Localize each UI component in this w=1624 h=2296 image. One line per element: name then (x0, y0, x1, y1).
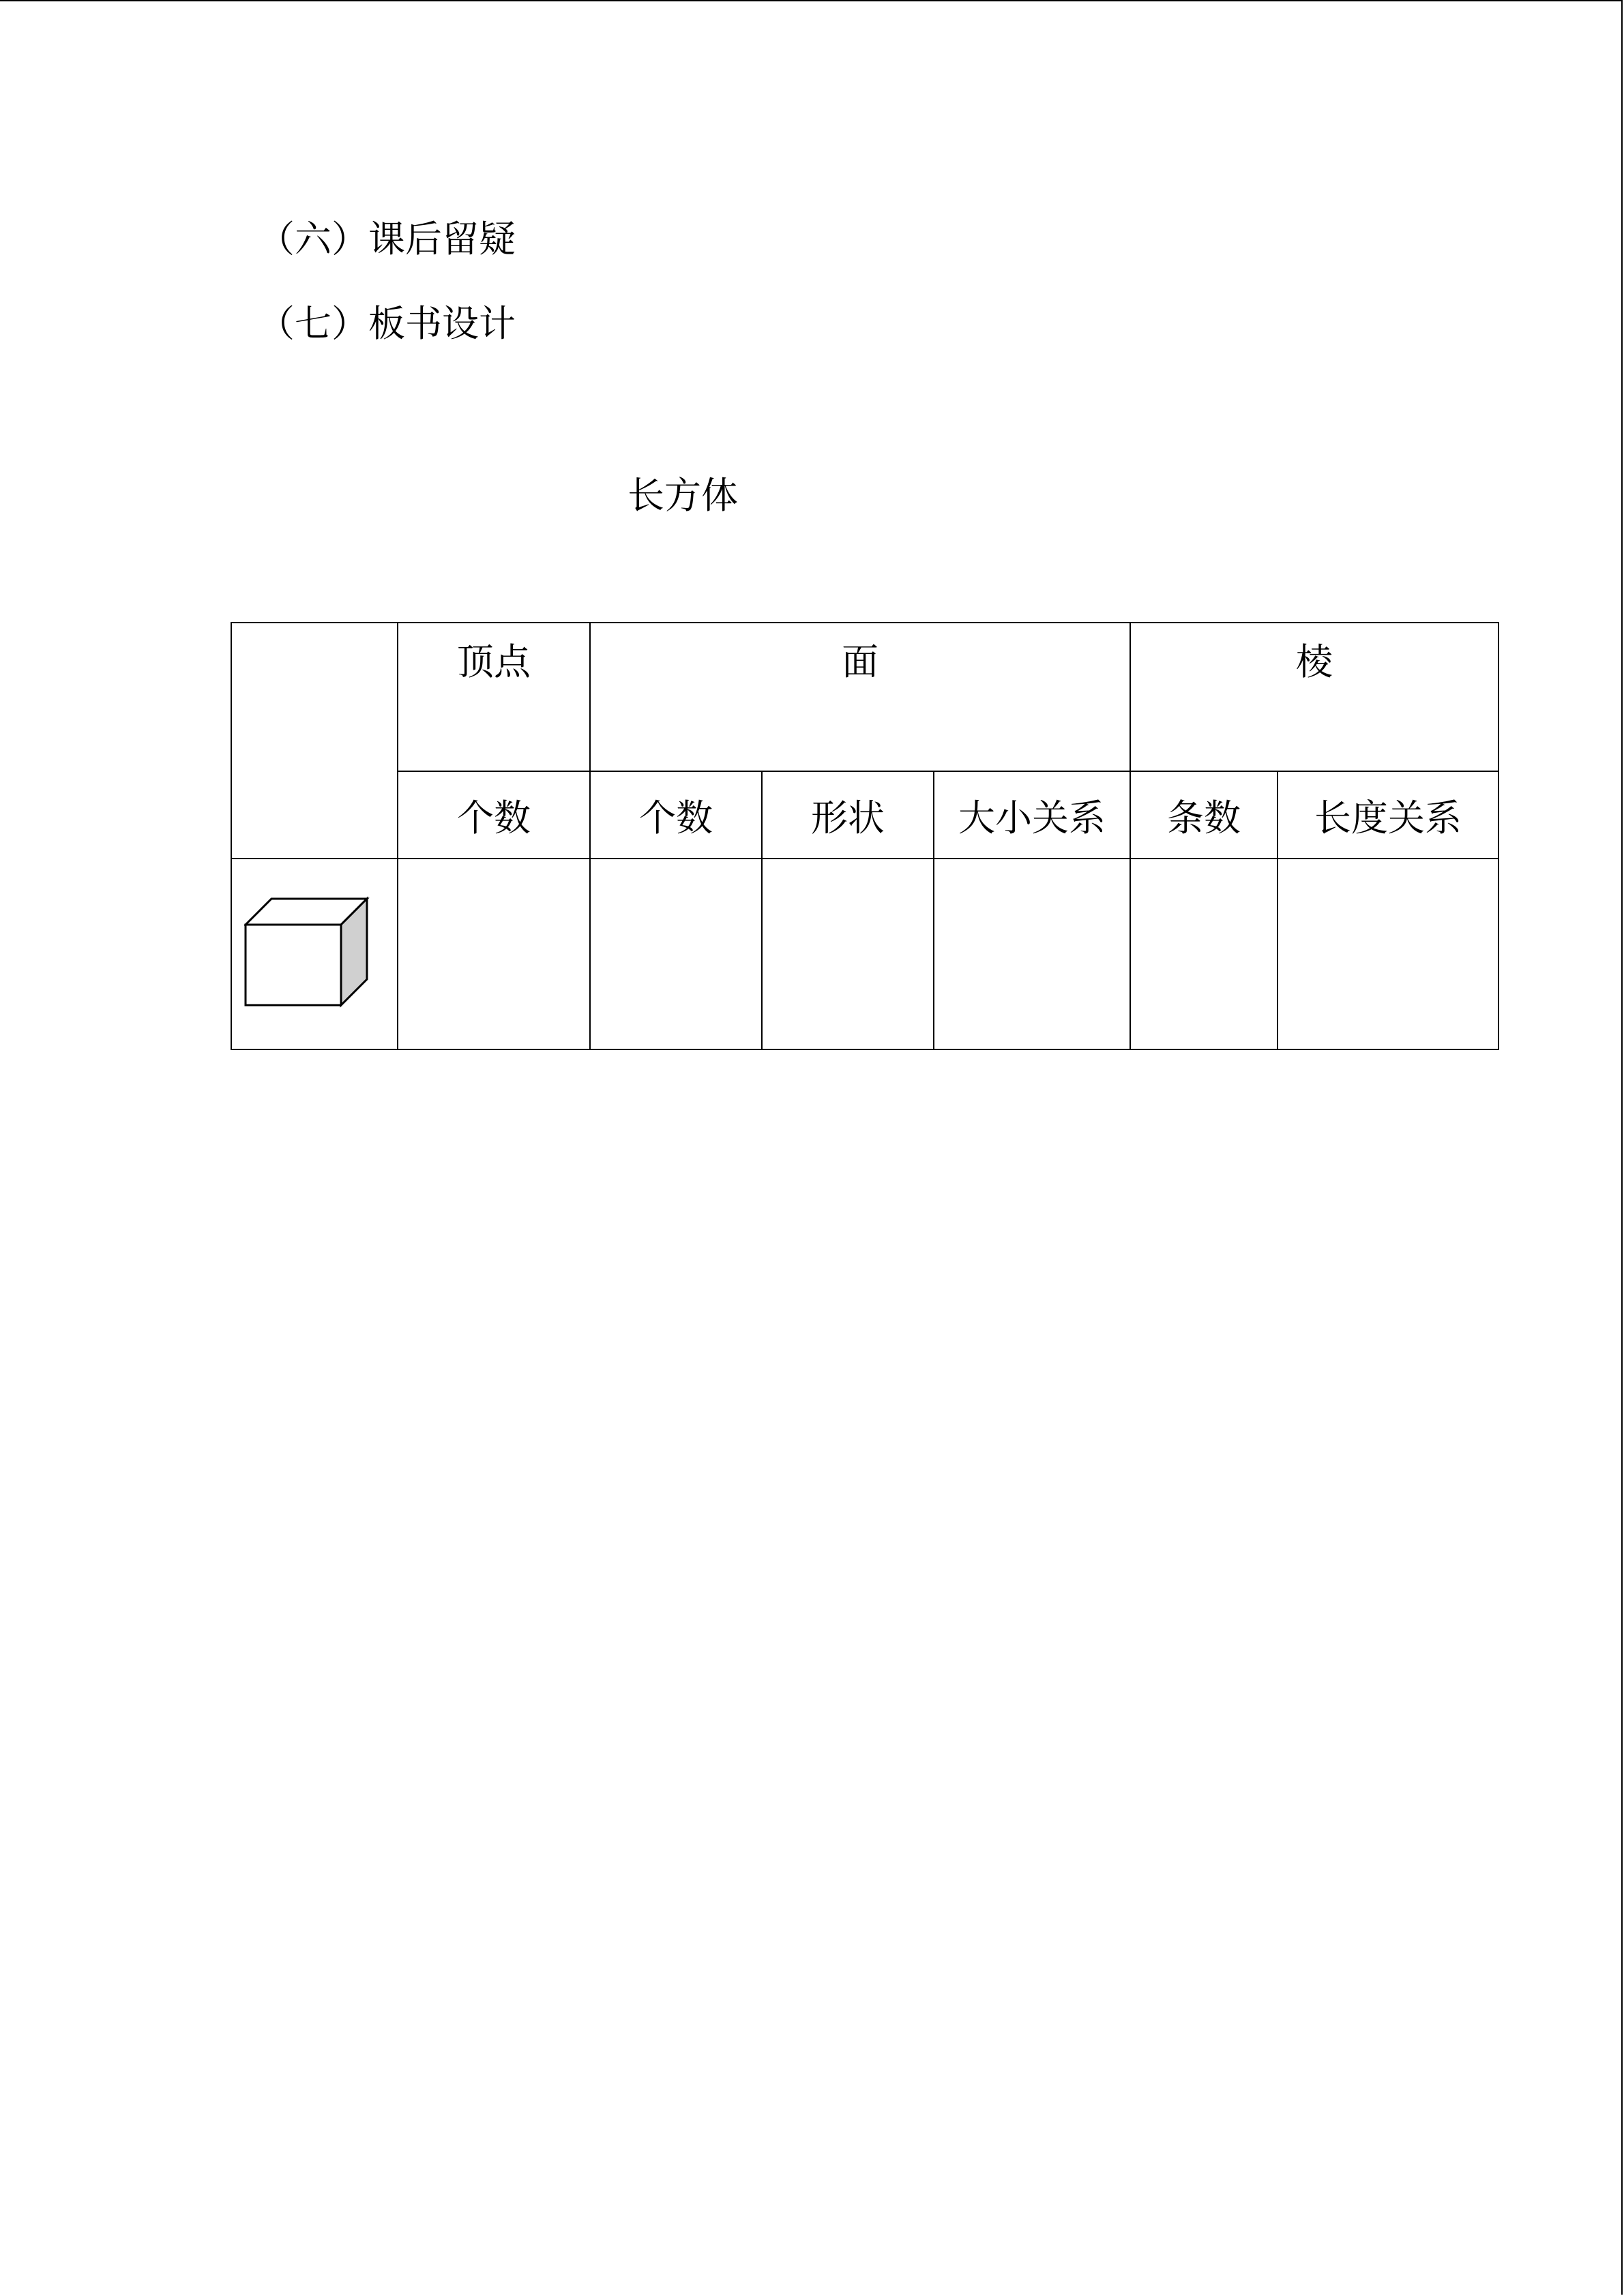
subheader-face-count: 个数 (590, 771, 762, 859)
cell-edge-length-relation (1278, 859, 1498, 1049)
table-header-row (231, 623, 1498, 771)
heading-board-design: （七）板书设计 (258, 302, 516, 345)
header-edge: 棱 (1130, 623, 1498, 771)
cell-vertex-count (398, 859, 590, 1049)
cell-face-size-relation (934, 859, 1130, 1049)
heading-after-class-questions: （六）课后留疑 (258, 218, 516, 260)
cell-face-count (590, 859, 762, 1049)
cell-face-shape (762, 859, 934, 1049)
header-face: 面 (590, 623, 1130, 771)
board-design-table (231, 622, 1499, 1050)
board-title: 长方体 (628, 474, 738, 517)
table-row (231, 859, 1498, 1049)
subheader-vertex-count: 个数 (398, 771, 590, 859)
header-vertex: 顶点 (398, 623, 590, 771)
cuboid-cell (231, 859, 398, 1049)
subheader-face-shape: 形状 (762, 771, 934, 859)
cell-edge-count (1130, 859, 1278, 1049)
table-subheader-row (231, 771, 1498, 859)
subheader-edge-count: 条数 (1130, 771, 1278, 859)
subheader-edge-length-relation: 长度关系 (1278, 771, 1498, 859)
corner-cell (231, 623, 398, 859)
cuboid-icon (244, 896, 374, 1012)
subheader-face-size-relation: 大小关系 (934, 771, 1130, 859)
